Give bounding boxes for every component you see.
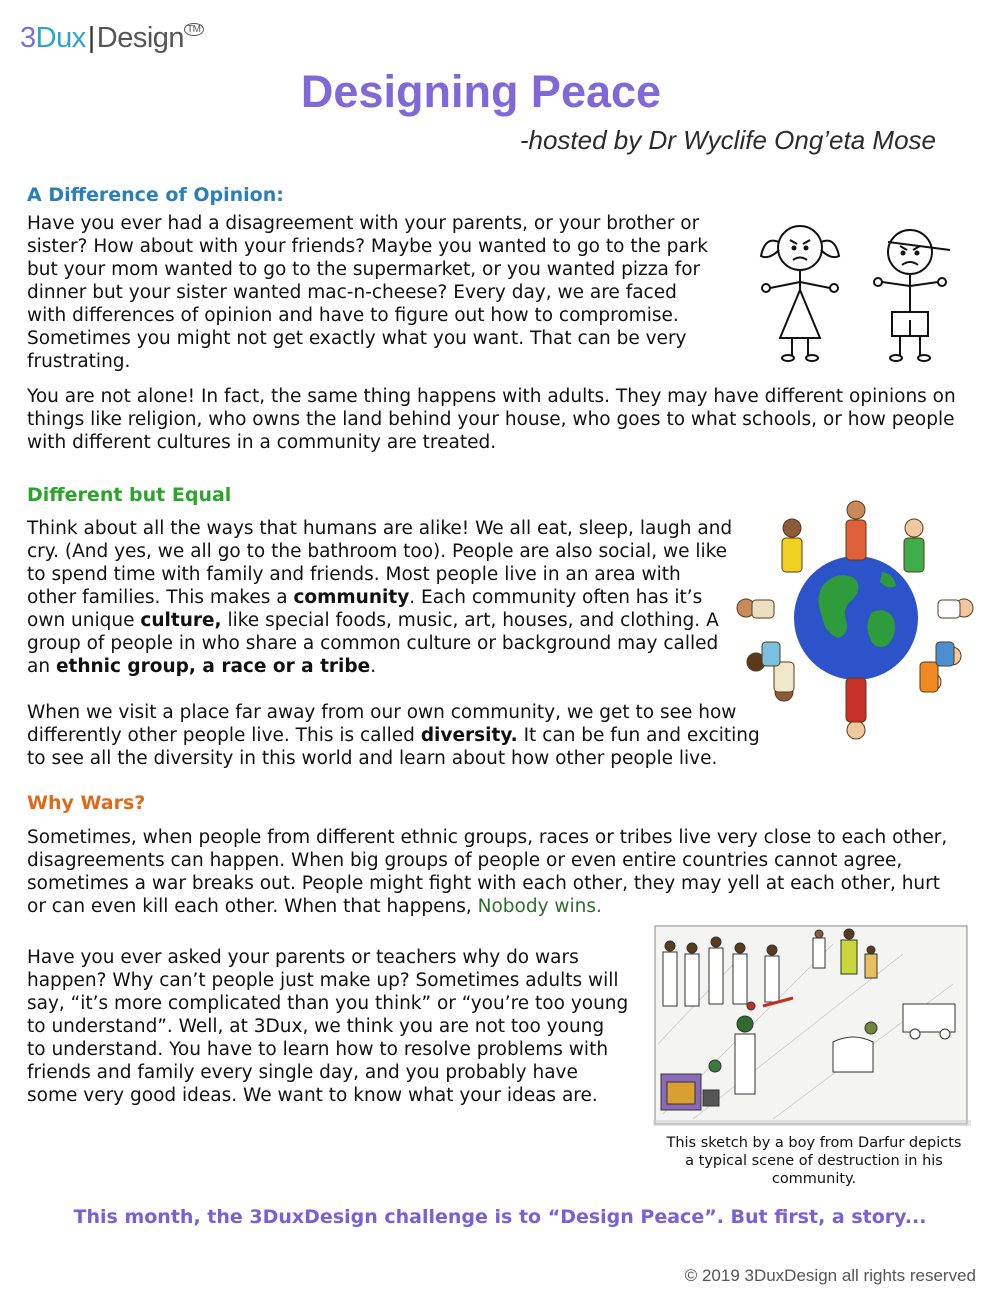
page-subtitle-host: -hosted by Dr Wyclife Ong’eta Mose: [519, 125, 936, 155]
text-line: differently other people live. This is called diversity. It can be fun and exciting: [27, 725, 760, 746]
text-line: other families. This makes a community. Each community often has it’s: [27, 587, 703, 608]
section2-paragraph-1: [27, 517, 732, 678]
logo-part-dux: Dux: [35, 22, 86, 54]
text-line: a typical scene of destruction in his: [685, 1153, 943, 1169]
term-ethnic-group: ethnic group, a race or a tribe: [55, 656, 371, 677]
text-line: say, “it’s more complicated than you think” or “you’re too young: [27, 993, 629, 1014]
text-line: with differences of opinion and have to figure out how to compromise.: [27, 305, 679, 326]
section2-paragraph-2: [27, 701, 760, 770]
text-line: sister? How about with your friends? Maybe you wanted to go to the park: [27, 236, 708, 257]
text-line: sometimes a war breaks out. People might fight with each other, they may yell at each other, hurt: [27, 873, 941, 894]
text-line: group of people in who share a common culture or background may called: [27, 633, 719, 654]
angry-stick-figures-illustration: [752, 220, 962, 370]
children-around-globe-illustration: [732, 492, 980, 744]
text-line: but your mom wanted to go to the supermarket, or you wanted pizza for: [27, 259, 701, 280]
text-line: community.: [771, 1171, 857, 1187]
section1-paragraph-1: [27, 212, 708, 373]
text-line: Have you ever asked your parents or teachers why do wars: [27, 947, 579, 968]
text-line: some very good ideas. We want to know what your ideas are.: [27, 1085, 598, 1106]
text-line: to spend time with family and friends. Most people live in an area with: [27, 564, 681, 585]
section-heading-why-wars: Why Wars?: [27, 792, 146, 814]
text-line: Think about all the ways that humans are alike! We all eat, sleep, laugh and: [27, 518, 733, 539]
logo-trademark: TM: [184, 23, 203, 36]
text-line: Sometimes, when people from different ethnic groups, races or tribes live very close to each other,: [27, 827, 948, 848]
text-line: frustrating.: [27, 351, 131, 372]
challenge-callout: This month, the 3DuxDesign challenge is to “Design Peace”. But first, a story...: [73, 1206, 927, 1228]
term-diversity: diversity.: [420, 725, 518, 746]
image-caption: [655, 1134, 973, 1188]
section3-paragraph-1: [27, 826, 947, 918]
text-line: This sketch by a boy from Darfur depicts: [666, 1135, 962, 1151]
section3-paragraph-2: [27, 946, 628, 1107]
section-heading-difference-of-opinion: A Difference of Opinion:: [27, 184, 284, 206]
text-line: own unique culture, like special foods, music, art, houses, and clothing. A: [27, 610, 719, 631]
text-line: cry. (And yes, we all go to the bathroom too). People are also social, we like: [27, 541, 728, 562]
text-line: disagreements can happen. When big groups of people or even entire countries cannot agree,: [27, 850, 903, 871]
text-line: or can even kill each other. When that happens, Nobody wins.: [27, 896, 602, 917]
text-line: to understand”. Well, at 3Dux, we think you are not too young: [27, 1016, 605, 1037]
term-culture: culture,: [140, 610, 222, 631]
text-line: You are not alone! In fact, the same thing happens with adults. They may have different opinions on: [27, 386, 956, 407]
text-line: dinner but your sister wanted mac-n-cheese? Every day, we are faced: [27, 282, 677, 303]
copyright-notice: © 2019 3DuxDesign all rights reserved: [684, 1266, 976, 1285]
section1-paragraph-2: [27, 385, 956, 454]
text-line: to understand. You have to learn how to resolve problems with: [27, 1039, 609, 1060]
darfur-sketch-image: [653, 924, 971, 1128]
text-line: When we visit a place far away from our own community, we get to see how: [27, 702, 737, 723]
term-community: community: [293, 587, 410, 608]
brand-logo: 3Dux|Design ™: [20, 22, 204, 55]
text-line: with different cultures in a community are treated.: [27, 432, 497, 453]
text-line: Have you ever had a disagreement with your parents, or your brother or: [27, 213, 700, 234]
text-line: an ethnic group, a race or a tribe.: [27, 656, 377, 677]
logo-part-3: 3: [20, 22, 36, 54]
text-line: happen? Why can’t people just make up? Sometimes adults will: [27, 970, 619, 991]
text-line: Sometimes you might not get exactly what you want. That can be very: [27, 328, 687, 349]
text-line: to see all the diversity in this world and learn about how other people live.: [27, 748, 718, 769]
section-heading-different-but-equal: Different but Equal: [27, 484, 232, 506]
nobody-wins-text: Nobody wins.: [477, 896, 602, 917]
page-title: Designing Peace: [300, 66, 662, 117]
text-line: things like religion, who owns the land behind your house, who goes to what schools, or how people: [27, 409, 955, 430]
text-line: friends and family every single day, and you probably have: [27, 1062, 578, 1083]
logo-part-design: Design: [96, 22, 185, 54]
